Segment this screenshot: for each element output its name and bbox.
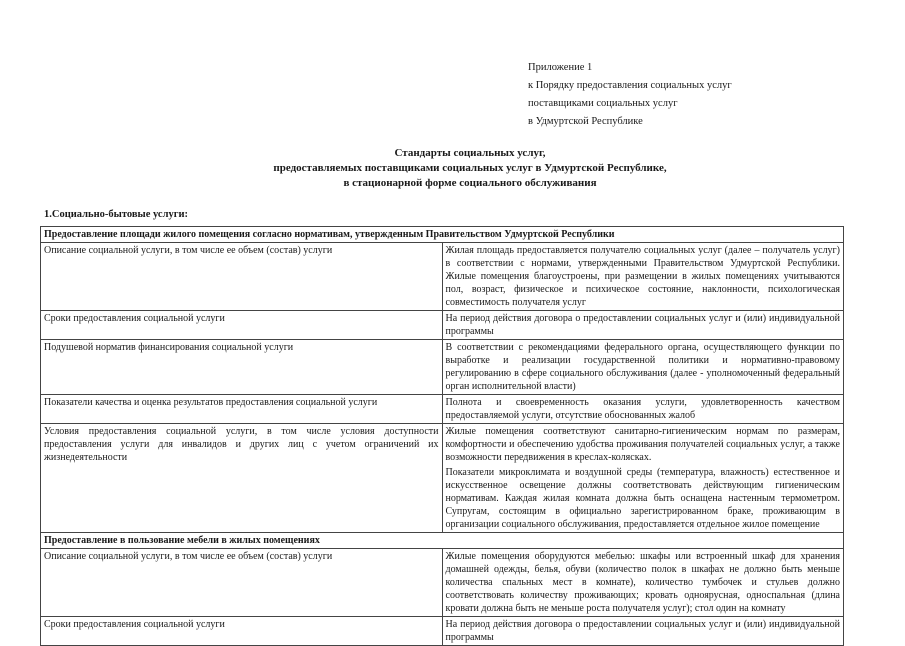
block-heading: Предоставление площади жилого помещения согласно нормативам, утвержденным Правительством Удмуртской Республики [41,227,844,243]
row-text: Полнота и своевременность оказания услуги, удовлетворенность качеством предоставляемой услуги, отсутствие обоснованных жалоб [442,395,844,424]
table-row [41,395,844,424]
row-text: Жилые помещения соответствуют санитарно-гигиеническим нормам по размерам, комфортности и обеспечению удобства проживания получателей социальных услуг, а также возможности передвижения в креслах-колясках. [445,426,840,463]
row-text: Жилая площадь предоставляется получателю социальных услуг (далее – получатель услуг) в соответствии с нормами, утвержденными Правительством Удмуртской Республики. Жилые помещения благоустроены, при размещении в жилых помещениях учитываются пол, возраст, физическое и психическое состояние, наклонности, психологическая совместимость получателя услуг [442,243,844,311]
table-row [41,340,844,395]
title-line-3: в стационарной форме социального обслуживания [343,176,597,189]
row-text-continued: Показатели микроклимата и воздушной среды (температура, влажность) естественное и искусственное освещение должны соответствовать действующим гигиеническим нормативам. Каждая жилая комната должна быть оснащена настенным термометром. Супругам, состоящим в официально зарегистрированном браке, проживающим в организации социального обслуживания, предоставляется отдельное жилое помещение [445,467,840,530]
title-line-2: предоставляемых поставщиками социальных услуг в Удмуртской Республике, [273,161,667,174]
annex-line-4: в Удмуртской Республике [528,115,643,127]
table-heading-row [41,227,844,243]
table-heading-row [41,533,844,549]
annex-line-1: Приложение 1 [528,62,593,73]
row-text: На период действия договора о предоставлении социальных услуг и (или) индивидуальной программы [442,311,844,340]
row-text: На период действия договора о предоставлении социальных услуг и (или) индивидуальной программы [442,617,844,646]
title-line-1: Стандарты социальных услуг, [394,147,546,159]
annex-line-3: поставщиками социальных услуг [528,97,678,109]
row-label: Описание социальной услуги, в том числе ее объем (состав) услуги [41,549,443,617]
row-label: Сроки предоставления социальной услуги [41,311,443,340]
row-label: Сроки предоставления социальной услуги [41,617,443,646]
row-label: Описание социальной услуги, в том числе ее объем (состав) услуги [41,243,443,311]
row-text-cell [442,424,844,533]
row-label: Условия предоставления социальной услуги, в том числе условия доступности предоставления услуги для инвалидов и других лиц с учетом ограничений их жизнедеятельности [41,424,443,533]
standards-table [40,226,844,646]
annex-line-2: к Порядку предоставления социальных услуг [528,79,732,91]
block-heading: Предоставление в пользование мебели в жилых помещениях [41,533,844,549]
annex-header [528,59,732,130]
table-row [41,311,844,340]
table-row [41,617,844,646]
table-row [41,549,844,617]
document-title [150,146,790,191]
row-label: Подушевой норматив финансирования социальной услуги [41,340,443,395]
row-label: Показатели качества и оценка результатов предоставления социальной услуги [41,395,443,424]
row-text: Жилые помещения оборудуются мебелью: шкафы или встроенный шкаф для хранения домашней одежды, белья, обуви (количество полок в шкафах не должно быть меньше количества спальных мест в комнате), количество тумбочек и стульев должно соответствовать количеству проживающих; кровать одноярусная, односпальная (длина кровати должна быть не меньше роста получателя услуг); стол один на комнату [442,549,844,617]
table-row [41,424,844,533]
row-text: В соответствии с рекомендациями федерального органа, осуществляющего функции по выработке и реализации государственной политики и нормативно-правовому регулированию в сфере социального обслуживания (далее - уполномоченный федеральный орган исполнительной власти) [442,340,844,395]
section-heading: 1.Социально-бытовые услуги: [44,209,189,220]
table-row [41,243,844,311]
